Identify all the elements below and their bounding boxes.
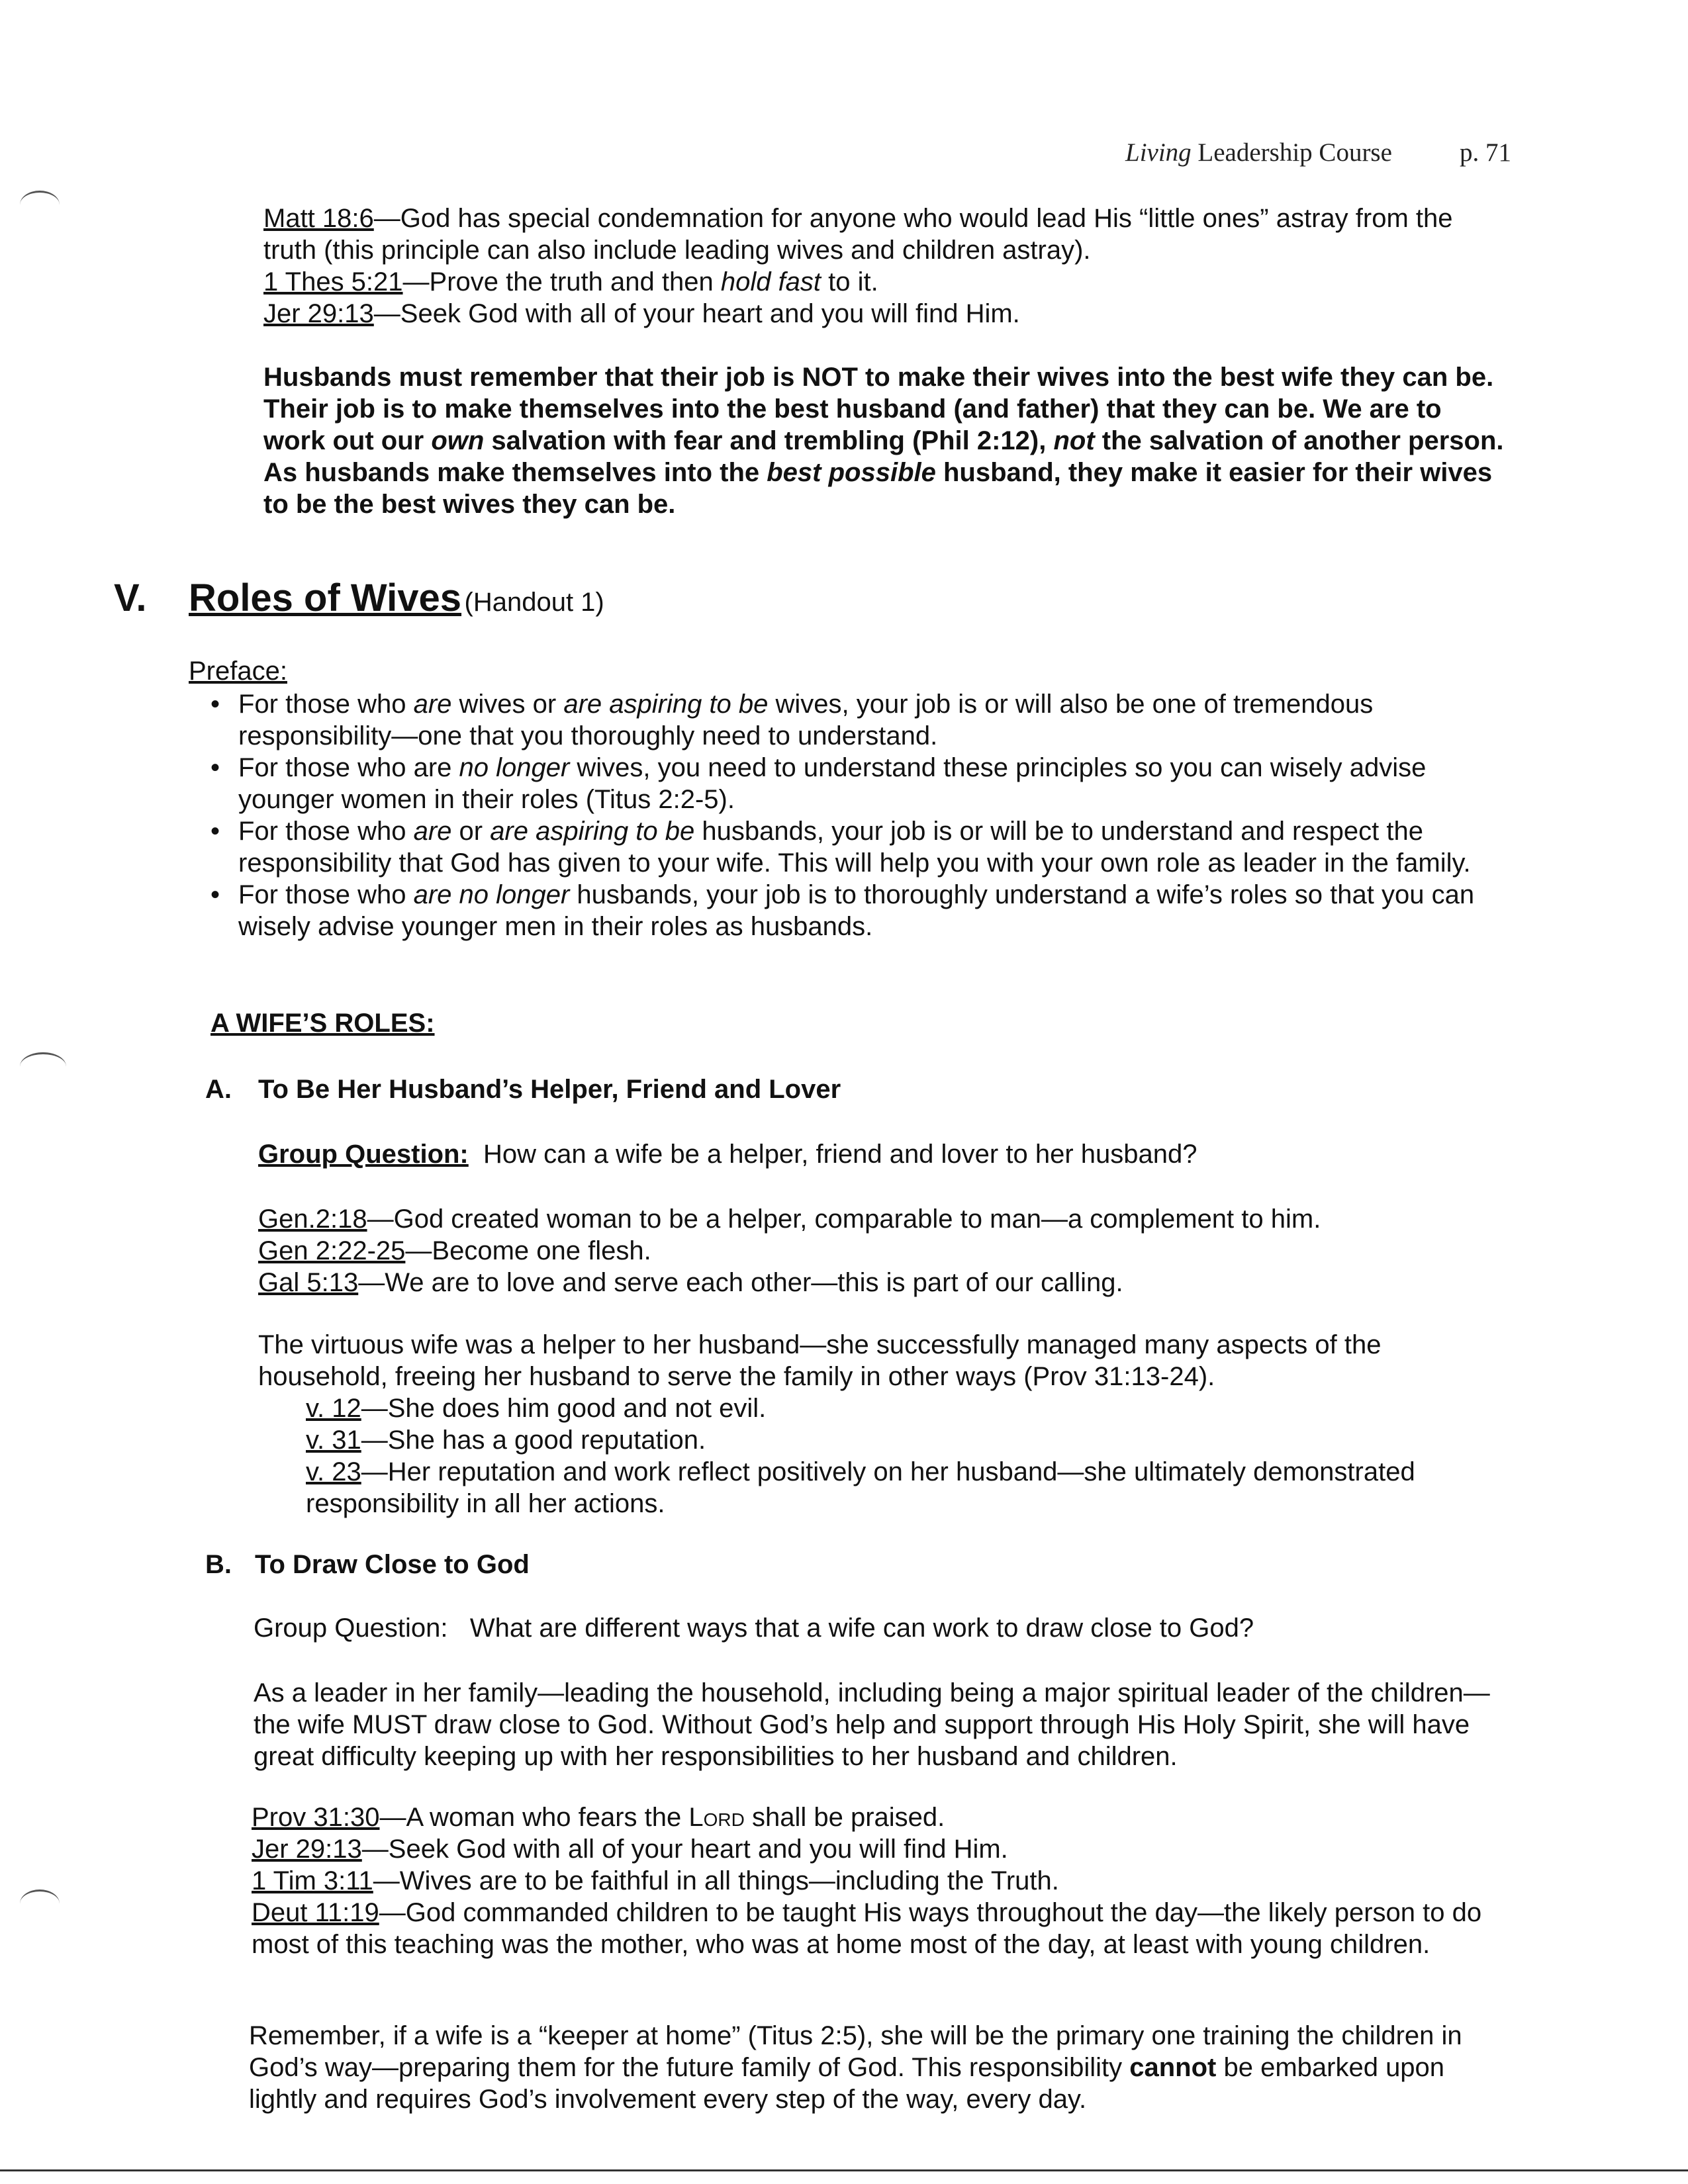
note-text: the salvation of another person. As husbands make themselves into the (263, 426, 1504, 487)
scan-mark (20, 1889, 60, 1918)
bullet-italic: are aspiring to be (490, 817, 695, 846)
note-italic: own (431, 426, 485, 455)
verse-ref: v. 12 (306, 1394, 361, 1423)
ref-text: —Seek God with all of your heart and you will find Him. (373, 299, 1020, 328)
ref-text-smallcaps: Lord (688, 1803, 745, 1832)
bullet-text: or (451, 817, 491, 846)
ref-text: —Become one flesh. (405, 1236, 651, 1265)
group-question-label: Group Question: (258, 1140, 469, 1169)
verse-ref: v. 31 (306, 1426, 361, 1455)
remember-bold: cannot (1129, 2053, 1217, 2082)
verse-line (306, 1392, 1504, 1424)
course-name-italic: Living (1125, 138, 1192, 167)
bullet-italic: are (413, 690, 452, 719)
preface-label: Preface: (189, 657, 287, 686)
verse-text: —She does him good and not evil. (361, 1394, 767, 1423)
scripture-ref-line (258, 1203, 1503, 1235)
section-handout: (Handout 1) (464, 588, 604, 617)
remember-text: be embarked upon lightly and requires God’s involvement every step of the way, every day. (249, 2053, 1445, 2114)
note-text: Husbands must remember that their job is NOT to make their wives into the best wife they can be. Their job is to make themselves into the best husband (and father) that they can be. We are to work out our (263, 363, 1494, 455)
bullet-italic: are no longer (413, 880, 570, 909)
scripture-ref: 1 Tim 3:11 (252, 1866, 373, 1895)
ref-text: to it. (821, 267, 878, 296)
ref-text: —Wives are to be faithful in all things—including the Truth. (373, 1866, 1059, 1895)
ref-text: —Seek God with all of your heart and you will find Him. (361, 1835, 1008, 1864)
scripture-ref-line (252, 1833, 1503, 1865)
page-header (1125, 138, 1392, 167)
role-b-letter: B. (205, 1550, 232, 1579)
remember-text: Remember, if a wife is a “keeper at home” (Titus 2:5), she will be the primary one training the children in God’s way—preparing them for the future family of God. This responsibility (249, 2021, 1462, 2082)
bullet-italic: are (413, 817, 452, 846)
role-b-group-question (254, 1612, 1498, 1644)
verse-ref: v. 23 (306, 1457, 361, 1486)
remember-para (249, 2020, 1500, 2115)
bullet-text: For those who (238, 880, 414, 909)
section-numeral: V. (114, 576, 147, 619)
preface-bullet (211, 752, 1508, 815)
section-title: Roles of Wives (189, 576, 462, 619)
scan-mark (20, 1052, 66, 1081)
note-text: salvation with fear and trembling (Phil 2:12), (484, 426, 1054, 455)
scripture-ref: Jer 29:13 (252, 1835, 362, 1864)
verse-text: —Her reputation and work reflect positively on her husband—she ultimately demonstrated responsibility in all her actions. (306, 1457, 1415, 1518)
note-italic: best possible (767, 458, 936, 487)
page-number: p. 71 (1460, 138, 1511, 167)
scripture-ref: 1 Thes 5:21 (263, 267, 403, 296)
scripture-ref: Gen.2:18 (258, 1205, 367, 1234)
ref-text: —God commanded children to be taught His ways throughout the day—the likely person to do most of this teaching was the mother, who was at home most of the day, at least with young children. (252, 1898, 1482, 1959)
note-text: husband, they make it easier for their wives to be the best wives they can be. (263, 458, 1493, 519)
role-b-title: To Draw Close to God (255, 1550, 530, 1579)
role-b-refs (252, 1801, 1503, 1960)
verse-line (306, 1424, 1504, 1456)
roles-heading: A WIFE’S ROLES: (211, 1009, 435, 1038)
verse-list (306, 1392, 1504, 1520)
ref-text-italic: hold fast (720, 267, 821, 296)
preface-bullets (211, 688, 1508, 942)
group-question-label: Group Question: (254, 1614, 448, 1643)
ref-text: —A woman who fears the (379, 1803, 689, 1832)
scripture-ref-line (258, 1267, 1503, 1298)
preface-bullet (211, 688, 1508, 752)
scripture-ref-line (263, 266, 1501, 298)
scripture-ref: Matt 18:6 (263, 204, 374, 233)
ref-text: —Prove the truth and then (402, 267, 721, 296)
scripture-ref-line (263, 298, 1501, 330)
bullet-icon: • (211, 753, 220, 782)
preface-bullet (211, 879, 1508, 942)
bottom-rule (0, 2169, 1688, 2171)
bullet-text: wives, your job is or will also be one of tremendous responsibility—one that you thoroughly need to understand. (238, 690, 1374, 751)
bullet-text: For those who are (238, 753, 459, 782)
scripture-ref-line (252, 1897, 1503, 1960)
virtuous-wife-para: The virtuous wife was a helper to her husband—she successfully managed many aspects of the household, freeing her husband to serve the family in other ways (Prov 31:13-24). (258, 1330, 1382, 1391)
scripture-ref-line (252, 1865, 1503, 1897)
scripture-ref-line (263, 203, 1501, 266)
scripture-ref: Gal 5:13 (258, 1268, 359, 1297)
verse-line (306, 1456, 1504, 1520)
role-a-title: To Be Her Husband’s Helper, Friend and Lover (258, 1075, 841, 1104)
ref-text: shall be praised. (744, 1803, 945, 1832)
scripture-ref-line (252, 1801, 1503, 1833)
bullet-text: husbands, your job is to thoroughly understand a wife’s roles so that you can wisely advise younger men in their roles as husbands. (238, 880, 1475, 941)
course-name: Leadership Course (1191, 138, 1392, 167)
note-italic: not (1053, 426, 1095, 455)
bullet-icon: • (211, 880, 220, 909)
husbands-note (263, 361, 1508, 520)
role-a-refs (258, 1203, 1503, 1298)
ref-text: —God created woman to be a helper, comparable to man—a complement to him. (367, 1205, 1321, 1234)
scan-mark (20, 191, 60, 219)
top-references (263, 203, 1501, 330)
leader-para: As a leader in her family—leading the household, including being a major spiritual leader of the children—the wife MUST draw close to God. Without God’s help and support through His Holy Spirit, she will have great difficulty keeping up with her responsibilities to her husband and children. (254, 1678, 1490, 1771)
bullet-text: For those who (238, 690, 414, 719)
scripture-ref: Deut 11:19 (252, 1898, 379, 1927)
role-a-letter: A. (205, 1075, 232, 1104)
bullet-text: wives, you need to understand these principles so you can wisely advise younger women in their roles (Titus 2:2-5). (238, 753, 1427, 814)
bullet-text: For those who (238, 817, 414, 846)
scripture-ref: Gen 2:22-25 (258, 1236, 406, 1265)
scripture-ref-line (258, 1235, 1503, 1267)
ref-text: —God has special condemnation for anyone who would lead His “little ones” astray from the truth (this principle can also include leading wives and children astray). (263, 204, 1453, 265)
bullet-italic: no longer (459, 753, 570, 782)
bullet-icon: • (211, 690, 220, 719)
bullet-italic: are aspiring to be (563, 690, 769, 719)
bullet-text: husbands, your job is or will be to understand and respect the responsibility that God has given to your wife. This will help you with your own role as leader in the family. (238, 817, 1471, 878)
scripture-ref: Prov 31:30 (252, 1803, 380, 1832)
group-question-text: What are different ways that a wife can work to draw close to God? (469, 1614, 1254, 1643)
ref-text: —We are to love and serve each other—this is part of our calling. (358, 1268, 1123, 1297)
bullet-text: wives or (451, 690, 564, 719)
group-question-text: How can a wife be a helper, friend and lover to her husband? (483, 1140, 1197, 1169)
preface-bullet (211, 815, 1508, 879)
role-a-group-question (258, 1138, 1503, 1170)
scripture-ref: Jer 29:13 (263, 299, 374, 328)
verse-text: —She has a good reputation. (361, 1426, 706, 1455)
bullet-icon: • (211, 817, 220, 846)
section-heading (189, 576, 604, 620)
